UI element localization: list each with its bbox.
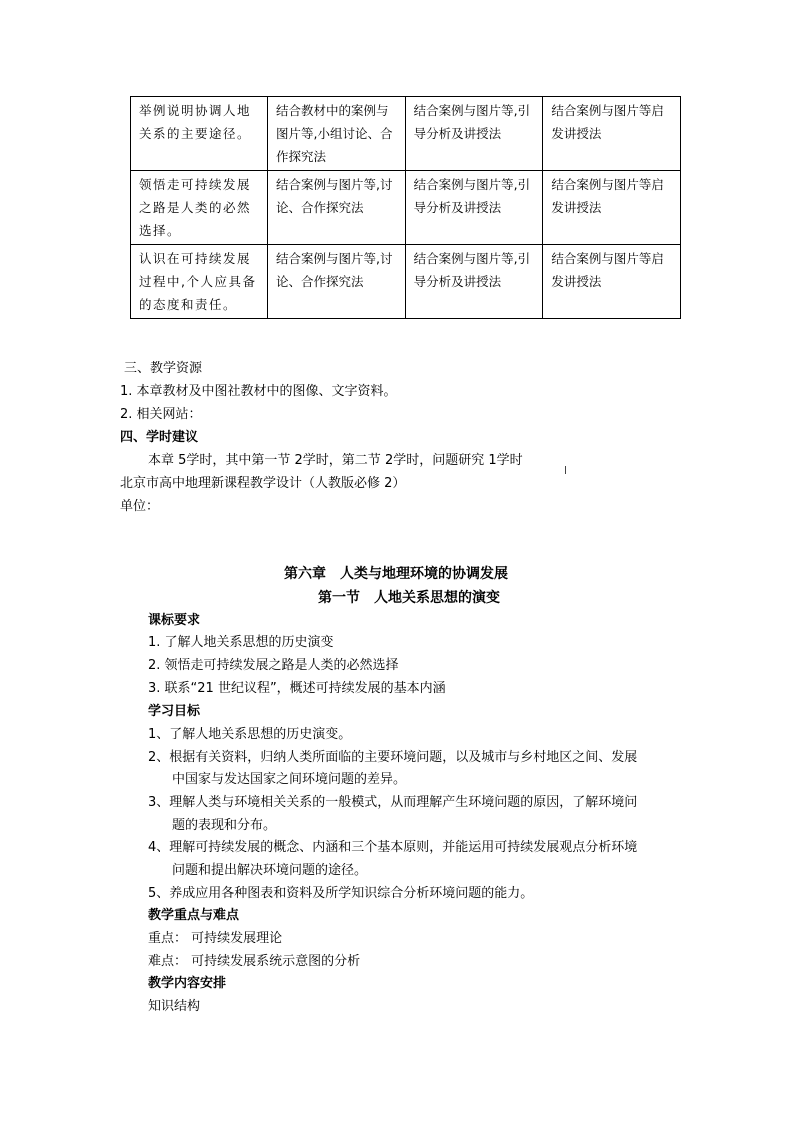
table-cell: 举例说明协调人地关系的主要途径。 [131,97,268,171]
focus-key-point: 重点： 可持续发展理论 [148,931,283,946]
objective-item: 4、理解可持续发展的概念、内涵和三个基本原则，并能运用可持续发展观点分析环境 [148,840,638,855]
table-cell: 结合案例与图片等,讨论、合作探究法 [268,245,406,319]
objectives-heading: 学习目标 [148,704,201,719]
table-row [131,171,681,245]
hours-heading: 四、学时建议 [120,430,199,445]
chapter-title: 第六章 人类与地理环境的协调发展 [284,566,508,582]
section-title: 第一节 人地关系思想的演变 [318,590,500,606]
table-cell: 结合案例与图片等启发讲授法 [543,245,681,319]
table-cell: 领悟走可持续发展之路是人类的必然选择。 [131,171,268,245]
teaching-methods-table [130,96,681,319]
table-cell: 结合案例与图片等,讨论、合作探究法 [268,171,406,245]
objective-item: 1、了解人地关系思想的历史演变。 [148,727,352,742]
knowledge-structure-label: 知识结构 [148,999,201,1014]
focus-heading: 教学重点与难点 [148,908,240,923]
text-cursor-mark [565,466,566,474]
arrangement-heading: 教学内容安排 [148,976,227,991]
hours-text: 本章 5学时，其中第一节 2学时，第二节 2学时，问题研究 1学时 [148,453,523,468]
document-title: 北京市高中地理新课程教学设计（人教版必修 2） [120,476,406,491]
resources-item-2: 2. 相关网站： [120,407,202,422]
table-row [131,97,681,171]
table-row [131,245,681,319]
resources-heading: 三、教学资源 [124,361,203,376]
standards-heading: 课标要求 [148,613,201,628]
table-cell: 结合案例与图片等,引导分析及讲授法 [405,171,543,245]
objective-item: 5、养成应用各种图表和资料及所学知识综合分析环境问题的能力。 [148,886,534,901]
focus-difficulty: 难点： 可持续发展系统示意图的分析 [148,954,361,969]
standards-item: 2. 领悟走可持续发展之路是人类的必然选择 [148,658,399,673]
objective-item: 2、根据有关资料，归纳人类所面临的主要环境问题，以及城市与乡村地区之间、发展 [148,750,638,765]
table-cell: 结合案例与图片等启发讲授法 [543,171,681,245]
objective-item-continued: 题的表现和分布。 [172,818,277,833]
table-cell: 结合案例与图片等,引导分析及讲授法 [405,245,543,319]
unit-label: 单位： [120,499,160,514]
objective-item-continued: 问题和提出解决环境问题的途径。 [172,863,368,878]
objective-item-continued: 中国家与发达国家之间环境问题的差异。 [172,772,407,787]
resources-item-1: 1. 本章教材及中图社教材中的图像、文字资料。 [120,384,397,399]
table-cell: 结合案例与图片等启发讲授法 [543,97,681,171]
table-cell: 结合案例与图片等,引导分析及讲授法 [405,97,543,171]
table-cell: 结合教材中的案例与图片等,小组讨论、合作探究法 [268,97,406,171]
standards-item: 1. 了解人地关系思想的历史演变 [148,635,334,650]
table-cell: 认识在可持续发展过程中,个人应具备的态度和责任。 [131,245,268,319]
objective-item: 3、理解人类与环境相关关系的一般模式，从而理解产生环境问题的原因，了解环境问 [148,795,638,810]
standards-item: 3. 联系“21 世纪议程”，概述可持续发展的基本内涵 [148,681,446,696]
